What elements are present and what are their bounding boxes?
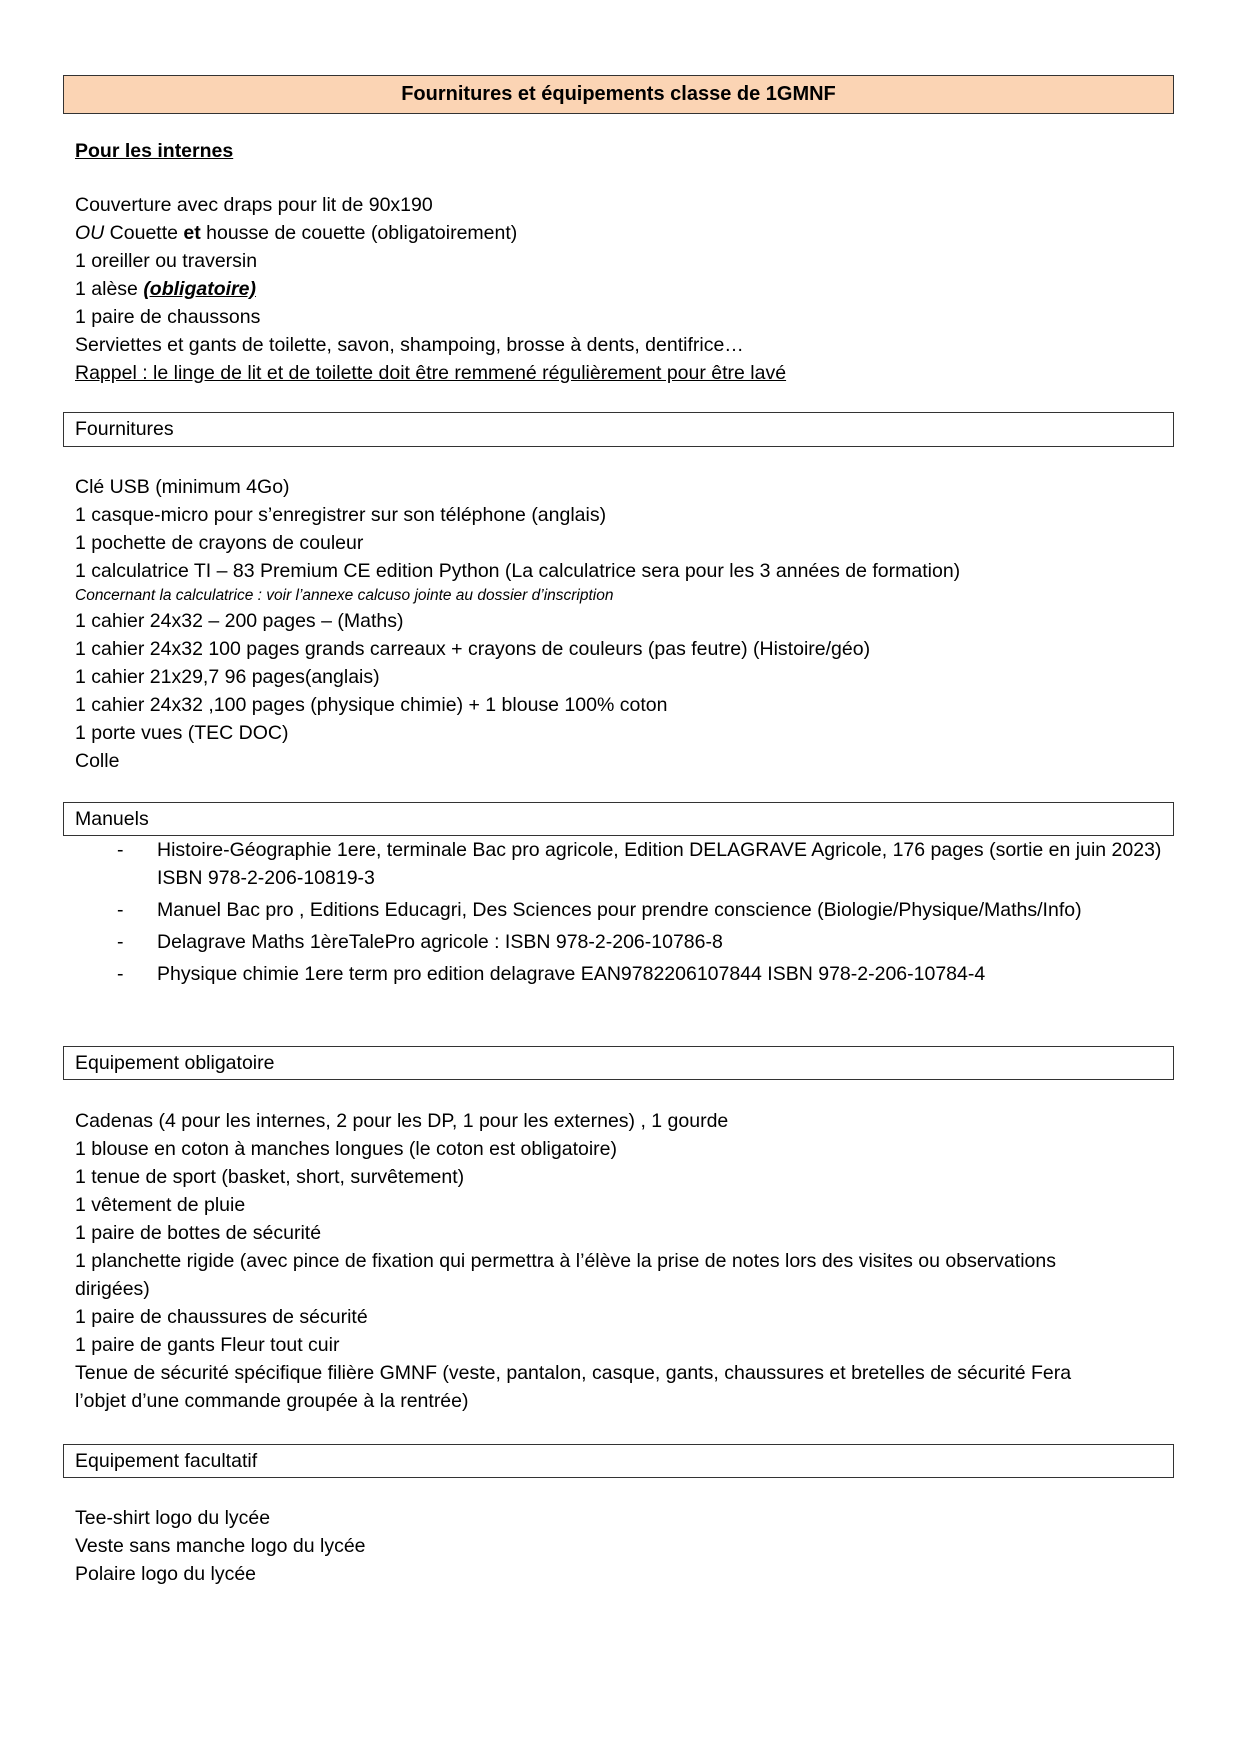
- list-item: 1 porte vues (TEC DOC): [75, 722, 289, 744]
- list-item: Polaire logo du lycée: [75, 1563, 257, 1585]
- manuels-list: [75, 836, 1175, 992]
- document-title: Fournitures et équipements classe de 1GMNF: [63, 75, 1174, 114]
- list-item: Tee-shirt logo du lycée: [75, 1507, 271, 1529]
- facultatif-list: [75, 1504, 1175, 1588]
- list-item: 1 tenue de sport (basket, short, survêtement): [75, 1166, 465, 1188]
- list-item: 1 cahier 21x29,7 96 pages(anglais): [75, 666, 380, 688]
- dash-bullet: -: [117, 899, 124, 921]
- fournitures-list: [75, 473, 1175, 775]
- list-item: Tenue de sécurité spécifique filière GMNF (veste, pantalon, casque, gants, chaussures et bretelles de sécurité Fera l’objet d’une commande groupée à la rentrée): [75, 1362, 1072, 1412]
- list-item: Cadenas (4 pour les internes, 2 pour les DP, 1 pour les externes) , 1 gourde: [75, 1110, 729, 1132]
- list-item: 1 vêtement de pluie: [75, 1194, 246, 1216]
- internes-section: [75, 137, 1175, 387]
- section-header-facultatif: Equipement facultatif: [63, 1444, 1174, 1478]
- list-item: 1 planchette rigide (avec pince de fixation qui permettra à l’élève la prise de notes lors des visites ou observations dirigées): [75, 1250, 1056, 1300]
- list-item: 1 cahier 24x32 – 200 pages – (Maths): [75, 610, 404, 632]
- list-item: 1 calculatrice TI – 83 Premium CE edition Python (La calculatrice sera pour les 3 années de formation): [75, 560, 961, 582]
- list-item: 1 oreiller ou traversin: [75, 250, 258, 272]
- list-item: 1 cahier 24x32 100 pages grands carreaux + crayons de couleurs (pas feutre) (Histoire/géo): [75, 638, 871, 660]
- list-item: - Manuel Bac pro , Editions Educagri, Des Sciences pour prendre conscience (Biologie/Physique/Maths/Info): [75, 896, 1175, 924]
- list-item: - Physique chimie 1ere term pro edition delagrave EAN9782206107844 ISBN 978-2-206-10784-4: [75, 960, 1175, 988]
- list-item: 1 paire de gants Fleur tout cuir: [75, 1334, 340, 1356]
- list-item: 1 paire de chaussures de sécurité: [75, 1306, 368, 1328]
- list-item: Clé USB (minimum 4Go): [75, 476, 290, 498]
- list-item: 1 blouse en coton à manches longues (le coton est obligatoire): [75, 1138, 618, 1160]
- list-item: Veste sans manche logo du lycée: [75, 1535, 366, 1557]
- list-item: Couverture avec draps pour lit de 90x190: [75, 194, 433, 216]
- dash-bullet: -: [117, 963, 124, 985]
- list-item: 1 cahier 24x32 ,100 pages (physique chimie) + 1 blouse 100% coton: [75, 694, 668, 716]
- section-header-manuels: Manuels: [63, 802, 1174, 836]
- obligatoire-list: [75, 1107, 1175, 1415]
- list-item: 1 paire de chaussons: [75, 306, 261, 328]
- internes-heading: Pour les internes: [75, 140, 234, 162]
- list-item: OU Couette et housse de couette (obligatoirement): [75, 222, 518, 244]
- list-item: 1 paire de bottes de sécurité: [75, 1222, 322, 1244]
- dash-bullet: -: [117, 839, 124, 861]
- list-item: - Histoire-Géographie 1ere, terminale Bac pro agricole, Edition DELAGRAVE Agricole, 176 pages (sortie en juin 2023) ISBN 978-2-206-10819-3: [75, 836, 1175, 892]
- rappel-note: Rappel : le linge de lit et de toilette doit être remmené régulièrement pour être lavé: [75, 362, 787, 384]
- list-item: - Delagrave Maths 1èreTalePro agricole : ISBN 978-2-206-10786-8: [75, 928, 1175, 956]
- calculatrice-note: Concernant la calculatrice : voir l’annexe calcuso jointe au dossier d’inscription: [75, 587, 614, 604]
- list-item: 1 pochette de crayons de couleur: [75, 532, 364, 554]
- list-item: 1 casque-micro pour s’enregistrer sur son téléphone (anglais): [75, 504, 607, 526]
- list-item: Serviettes et gants de toilette, savon, shampoing, brosse à dents, dentifrice…: [75, 334, 744, 356]
- list-item: 1 alèse (obligatoire): [75, 278, 256, 300]
- list-item: Colle: [75, 750, 120, 772]
- section-header-obligatoire: Equipement obligatoire: [63, 1046, 1174, 1080]
- section-header-fournitures: Fournitures: [63, 412, 1174, 447]
- dash-bullet: -: [117, 931, 124, 953]
